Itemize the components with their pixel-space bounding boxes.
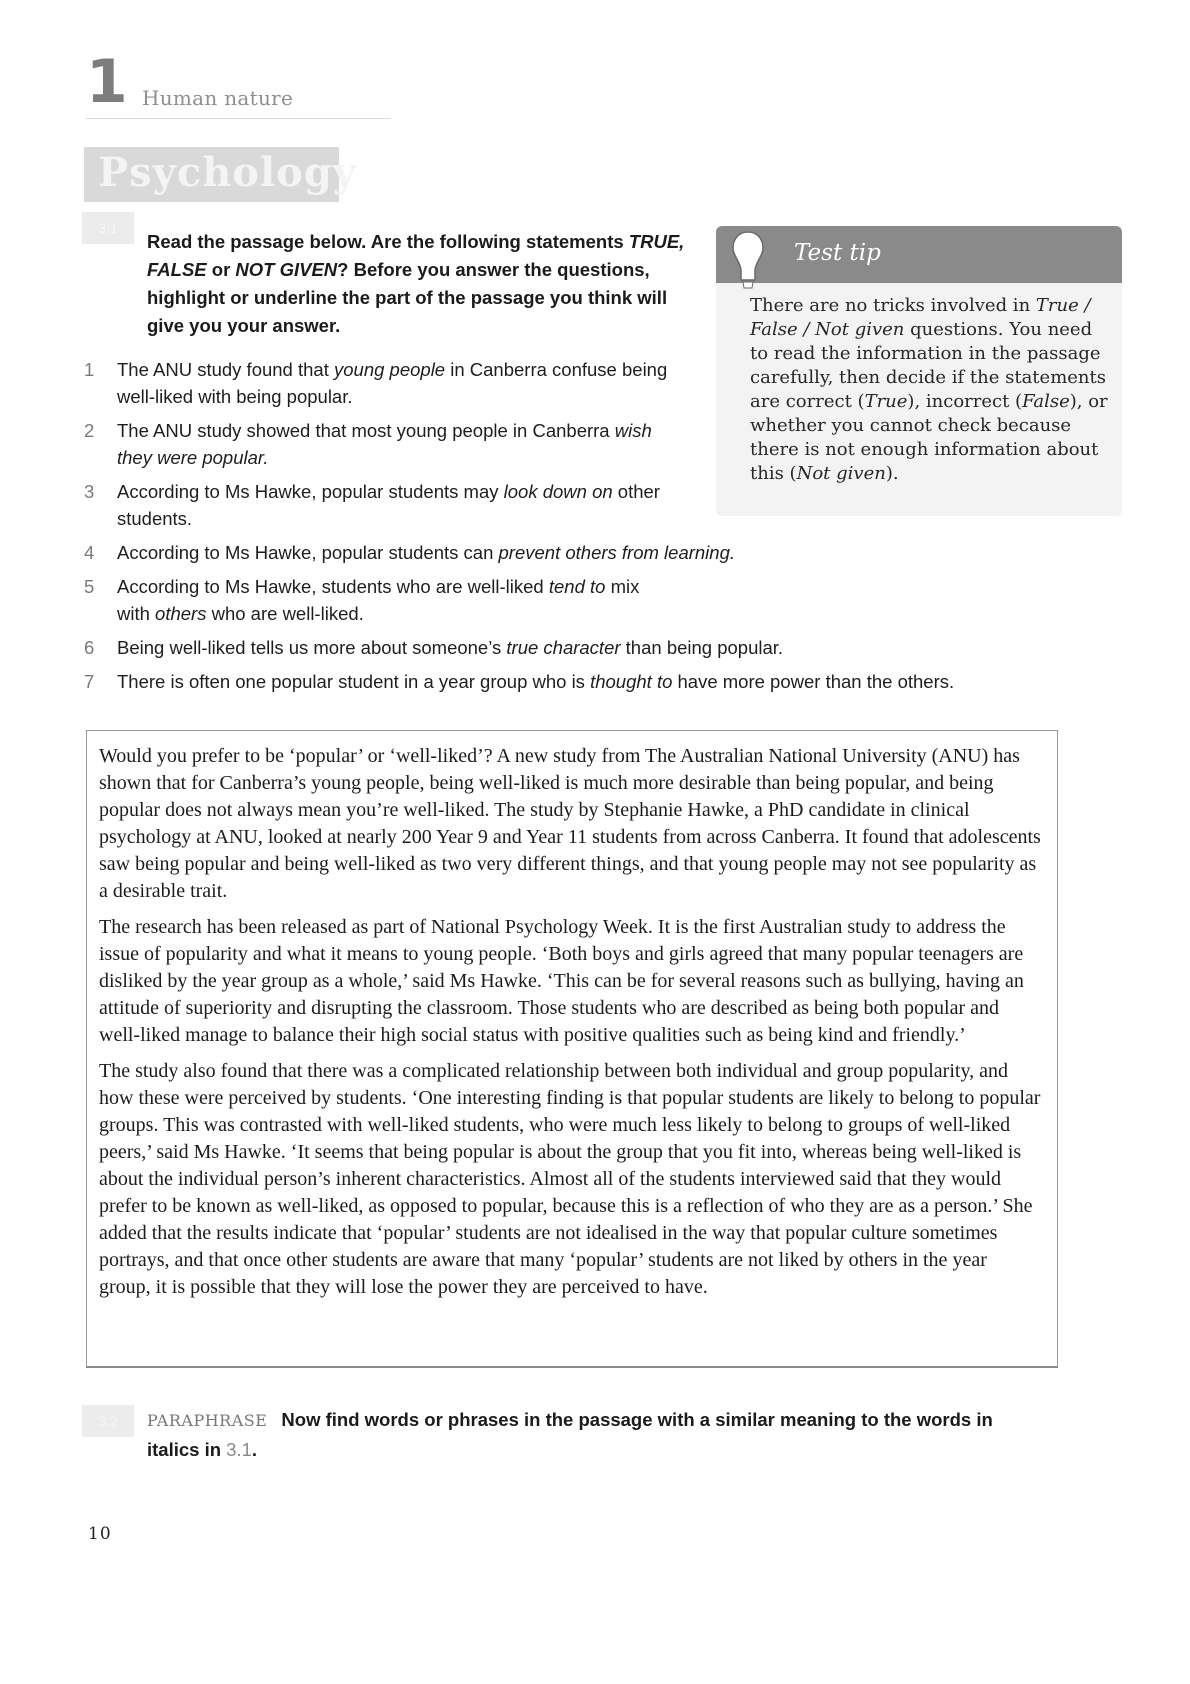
exercise-number-badge: 3.2: [82, 1405, 134, 1437]
statement-text: There is often one popular student in a year group who is thought to have more power than the others.: [117, 671, 955, 692]
section-title: Psychology: [98, 149, 358, 196]
statement-number: 1: [84, 359, 95, 380]
passage-paragraph: Would you prefer to be ‘popular’ or ‘well-liked’? A new study from The Australian National University (ANU) has shown that for Canberra’s young people, being well-liked is much more desirable than being popular, and being popular does not always mean you’re well-liked. The study by Stephanie Hawke, a PhD candidate in clinical psychology at ANU, looked at nearly 200 Year 9 and Year 11 students from across Canberra. It found that adolescents saw being popular and being well-liked as two very different things, and that young people may not see popularity as a desirable trait.: [99, 745, 1041, 902]
test-tip-title: Test tip: [794, 240, 881, 266]
passage-paragraph: The study also found that there was a complicated relationship between both individual and group popularity, and how these were perceived by students. ‘One interesting finding is that popular students are likely to belong to popular groups. This was contrasted with well-liked students, who were much less likely to belong to groups of well-liked peers,’ said Ms Hawke. ‘It seems that being popular is about the group that you fit into, whereas being well-liked is about the individual person’s inherent characteristics. Almost all of the students interviewed said that they would prefer to be known as well-liked, as opposed to popular, because this is a reflection of who they are as a person.’ She added that the results indicate that ‘popular’ students are not idealised in the way that popular culture sometimes portrays, and that once other students are aware that many ‘popular’ students are not liked by others in the year group, it is possible that they will lose the power they are perceived to have.: [99, 1060, 1041, 1298]
exercise-instructions: [147, 228, 707, 340]
statement-number: 3: [84, 481, 95, 502]
instruction-italic-true-false: TRUE, FALSE: [147, 231, 685, 280]
statement-number: 2: [84, 420, 95, 441]
statement-text: The ANU study found that young people in Canberra confuse being well-liked with being popular.: [117, 359, 668, 407]
lightbulb-icon: [730, 230, 766, 292]
instruction-text: ? Before you answer the questions, highlight or underline the part of the passage you think will give you your answer.: [147, 259, 668, 336]
statement-text: According to Ms Hawke, popular students can prevent others from learning.: [117, 542, 736, 563]
section-banner: [84, 147, 358, 202]
instruction-text: Read the passage below. Are the following statements: [147, 231, 629, 252]
statement-item: [84, 478, 684, 532]
statement-number: 7: [84, 671, 95, 692]
instruction-italic-not-given: NOT GIVEN: [235, 259, 338, 280]
statement-item: [84, 539, 1034, 566]
statement-number: 4: [84, 542, 95, 563]
statement-item: [84, 634, 1034, 661]
exercise-reference: 3.1: [226, 1439, 252, 1460]
statement-item: [84, 573, 1034, 627]
statement-item: [84, 668, 1034, 695]
paraphrase-label: PARAPHRASE: [147, 1411, 268, 1430]
unit-title: Human nature: [142, 86, 294, 110]
exercise-number-badge: 3.1: [82, 212, 134, 244]
statement-text: According to Ms Hawke, students who are well-liked tend to mix with others who are well-liked.: [117, 576, 640, 624]
statement-item: [84, 356, 684, 410]
statement-text: The ANU study showed that most young people in Canberra wish they were popular.: [117, 420, 652, 468]
statement-text: Being well-liked tells us more about someone’s true character than being popular.: [117, 637, 784, 658]
paraphrase-instructions: PARAPHRASE Now find words or phrases in the passage with a similar meaning to the words in italics in 3.1.: [147, 1409, 993, 1460]
statement-text: According to Ms Hawke, popular students may look down on other students.: [117, 481, 660, 529]
test-tip-body: There are no tricks involved in True / False / Not given questions. You need to read the information in the passage carefully, then decide if the statements are correct (True), incorrect (False), or whether you cannot check because there is not enough information about this (Not given).: [750, 295, 1108, 484]
test-tip-box: [716, 226, 1122, 516]
test-tip-header: [716, 226, 1122, 283]
statement-number: 6: [84, 637, 95, 658]
unit-number: 1: [86, 47, 128, 117]
page-number: 10: [88, 1524, 112, 1544]
statement-item: [84, 417, 684, 471]
unit-header: [86, 47, 466, 117]
instruction-text: or: [206, 259, 236, 280]
reading-passage: [86, 730, 1058, 1368]
header-divider: [86, 118, 391, 119]
passage-paragraph: The research has been released as part of National Psychology Week. It is the first Australian study to address the issue of popularity and what it means to young people. ‘Both boys and girls agreed that many popular teenagers are disliked by the year group as a whole,’ said Ms Hawke. ‘This can be for several reasons such as bullying, having an attitude of superiority and disrupting the classroom. Those students who are described as being both popular and well-liked manage to balance their high social status with positive qualities such as being kind and friendly.’: [99, 916, 1024, 1046]
statement-number: 5: [84, 576, 95, 597]
